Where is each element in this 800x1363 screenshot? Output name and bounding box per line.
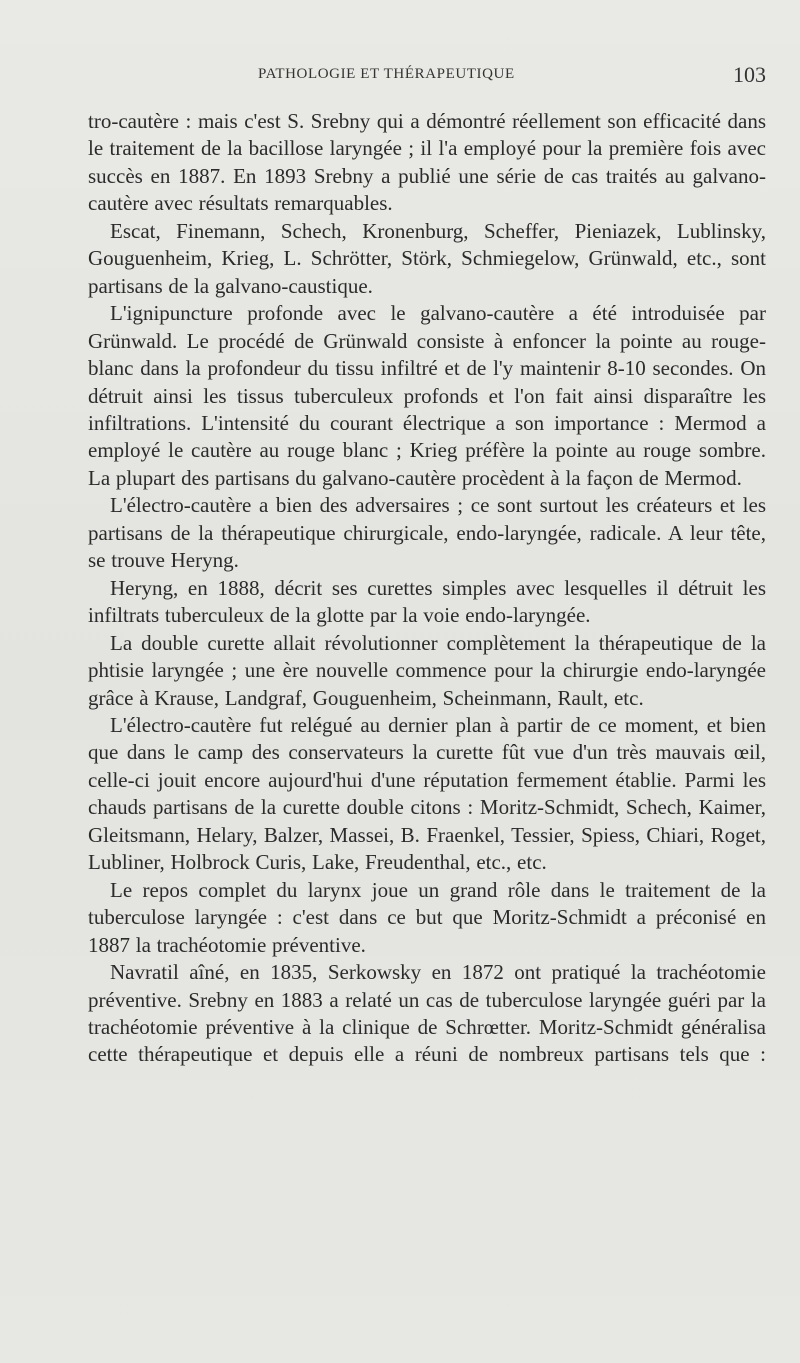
paragraph: L'électro-cautère a bien des adversaires ; ce sont surtout les créateurs et les partisans de la thérapeutique chirurgicale, endo-laryngée, radicale. A leur tête, se trouve Heryng. <box>88 493 766 573</box>
paragraph: Le repos complet du larynx joue un grand rôle dans le traitement de la tuberculose laryngée : c'est dans ce but que Moritz-Schmidt a préconisé en 1887 la trachéotomie préventive. <box>88 877 766 957</box>
paragraph: L'électro-cautère fut relégué au dernier plan à partir de ce moment, et bien que dans le camp des conservateurs la curette fût vue d'un très mauvais œil, celle-ci jouit encore aujourd'hui d'une réputation fermement établie. Parmi les chauds partisans de la curette double citons : Moritz-Schmidt, Schech, Kaimer, Gleitsmann, Helary, Balzer, Massei, B. Fraenkel, Tessier, Spiess, Chiari, Roget, Lubliner, Holbrock Curis, Lake, Freudenthal, etc., etc. <box>88 712 766 875</box>
page-number: 103 <box>733 62 766 87</box>
paragraph: Navratil aîné, en 1835, Serkowsky en 1872 ont pratiqué la trachéotomie préventive. Srebny en 1883 a relaté un cas de tuberculose laryngée guéri par la trachéotomie préventive à la clinique de Schrœtter. Moritz-Schmidt généralisa cette thérapeutique et depuis elle a réuni de nombreux partisans tels que : <box>88 960 766 1067</box>
paragraph: tro-cautère : mais c'est S. Srebny qui a démontré réellement son efficacité dans le traitement de la bacillose laryngée ; il l'a employé pour la première fois avec succès en 1887. En 1893 Srebny a publié une série de cas traités au galvano-cautère avec résultats remarquables. <box>88 109 766 216</box>
running-title: PATHOLOGIE ET THÉRAPEUTIQUE <box>258 66 515 82</box>
paragraph: Escat, Finemann, Schech, Kronenburg, Scheffer, Pieniazek, Lublinsky, Gouguenheim, Krieg, L. Schrötter, Störk, Schmiegelow, Grünwald, etc., sont partisans de la galvano-caustique. <box>88 218 766 298</box>
page-header <box>0 62 800 92</box>
paragraph: Heryng, en 1888, décrit ses curettes simples avec lesquelles il détruit les infiltrats tuberculeux de la glotte par la voie endo-laryngée. <box>88 575 766 628</box>
body-text <box>88 108 766 1069</box>
paragraph: L'ignipuncture profonde avec le galvano-cautère a été introduisée par Grünwald. Le procédé de Grünwald consiste à enfoncer la pointe au rouge-blanc dans la profondeur du tissu infiltré et de l'y maintenir 8-10 secondes. On détruit ainsi les tissus tuberculeux profonds et l'on fait ainsi disparaître les infiltrations. L'intensité du courant électrique a son importance : Mermod a employé le cautère au rouge blanc ; Krieg préfère la pointe au rouge sombre. La plupart des partisans du galvano-cautère procèdent à la façon de Mermod. <box>88 301 766 490</box>
paragraph: La double curette allait révolutionner complètement la thérapeutique de la phtisie laryngée ; une ère nouvelle commence pour la chirurgie endo-laryngée grâce à Krause, Landgraf, Gouguenheim, Scheinmann, Rault, etc. <box>88 630 766 710</box>
